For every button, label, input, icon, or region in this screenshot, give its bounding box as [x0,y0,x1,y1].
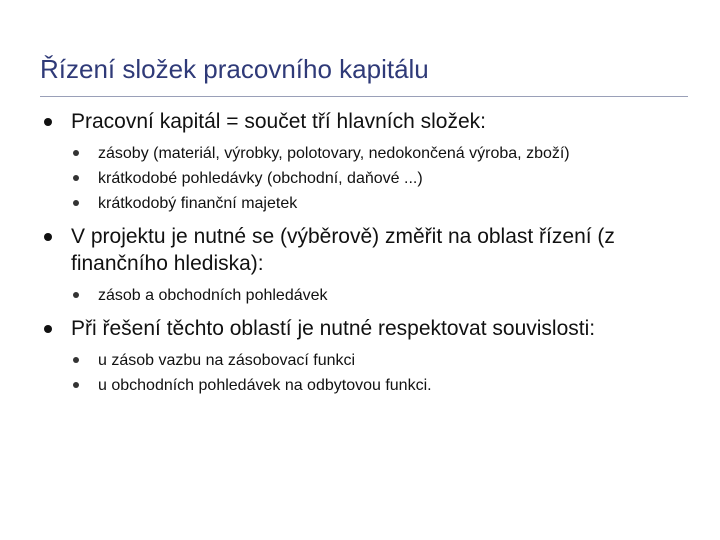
sub-bullet-item [71,144,684,163]
bullet-text: Pracovní kapitál = součet tří hlavních složek: [71,110,486,133]
bullet-item [44,108,684,213]
sub-bullet-item [71,376,684,395]
sub-bullet-dot-icon [73,200,79,206]
bullet-list [44,108,684,405]
bullet-item [44,223,684,305]
bullet-dot-icon [44,325,52,333]
sub-bullet-text: krátkodobý finanční majetek [98,195,298,212]
sub-bullet-text: zásob a obchodních pohledávek [98,287,328,304]
sub-bullet-item [71,286,684,305]
sub-bullet-text: u zásob vazbu na zásobovací funkci [98,352,356,369]
sub-bullet-list [71,351,684,395]
sub-bullet-text: krátkodobé pohledávky (obchodní, daňové ...) [98,170,423,187]
sub-bullet-list [71,286,684,305]
sub-bullet-dot-icon [73,150,79,156]
sub-bullet-text: u obchodních pohledávek na odbytovou funkci. [98,377,432,394]
bullet-dot-icon [44,233,52,241]
sub-bullet-dot-icon [73,292,79,298]
bullet-text: V projektu je nutné se (výběrově) změřit na oblast řízení (z finančního hlediska): [71,225,615,275]
title-divider [40,96,688,97]
slide-title: Řízení složek pracovního kapitálu [40,54,429,84]
sub-bullet-list [71,144,684,213]
sub-bullet-dot-icon [73,382,79,388]
sub-bullet-item [71,169,684,188]
bullet-item [44,315,684,395]
bullet-text: Při řešení těchto oblastí je nutné respektovat souvislosti: [71,317,596,340]
sub-bullet-item [71,194,684,213]
bullet-dot-icon [44,118,52,126]
sub-bullet-item [71,351,684,370]
sub-bullet-dot-icon [73,357,79,363]
sub-bullet-dot-icon [73,175,79,181]
sub-bullet-text: zásoby (materiál, výrobky, polotovary, nedokončená výroba, zboží) [98,145,570,162]
